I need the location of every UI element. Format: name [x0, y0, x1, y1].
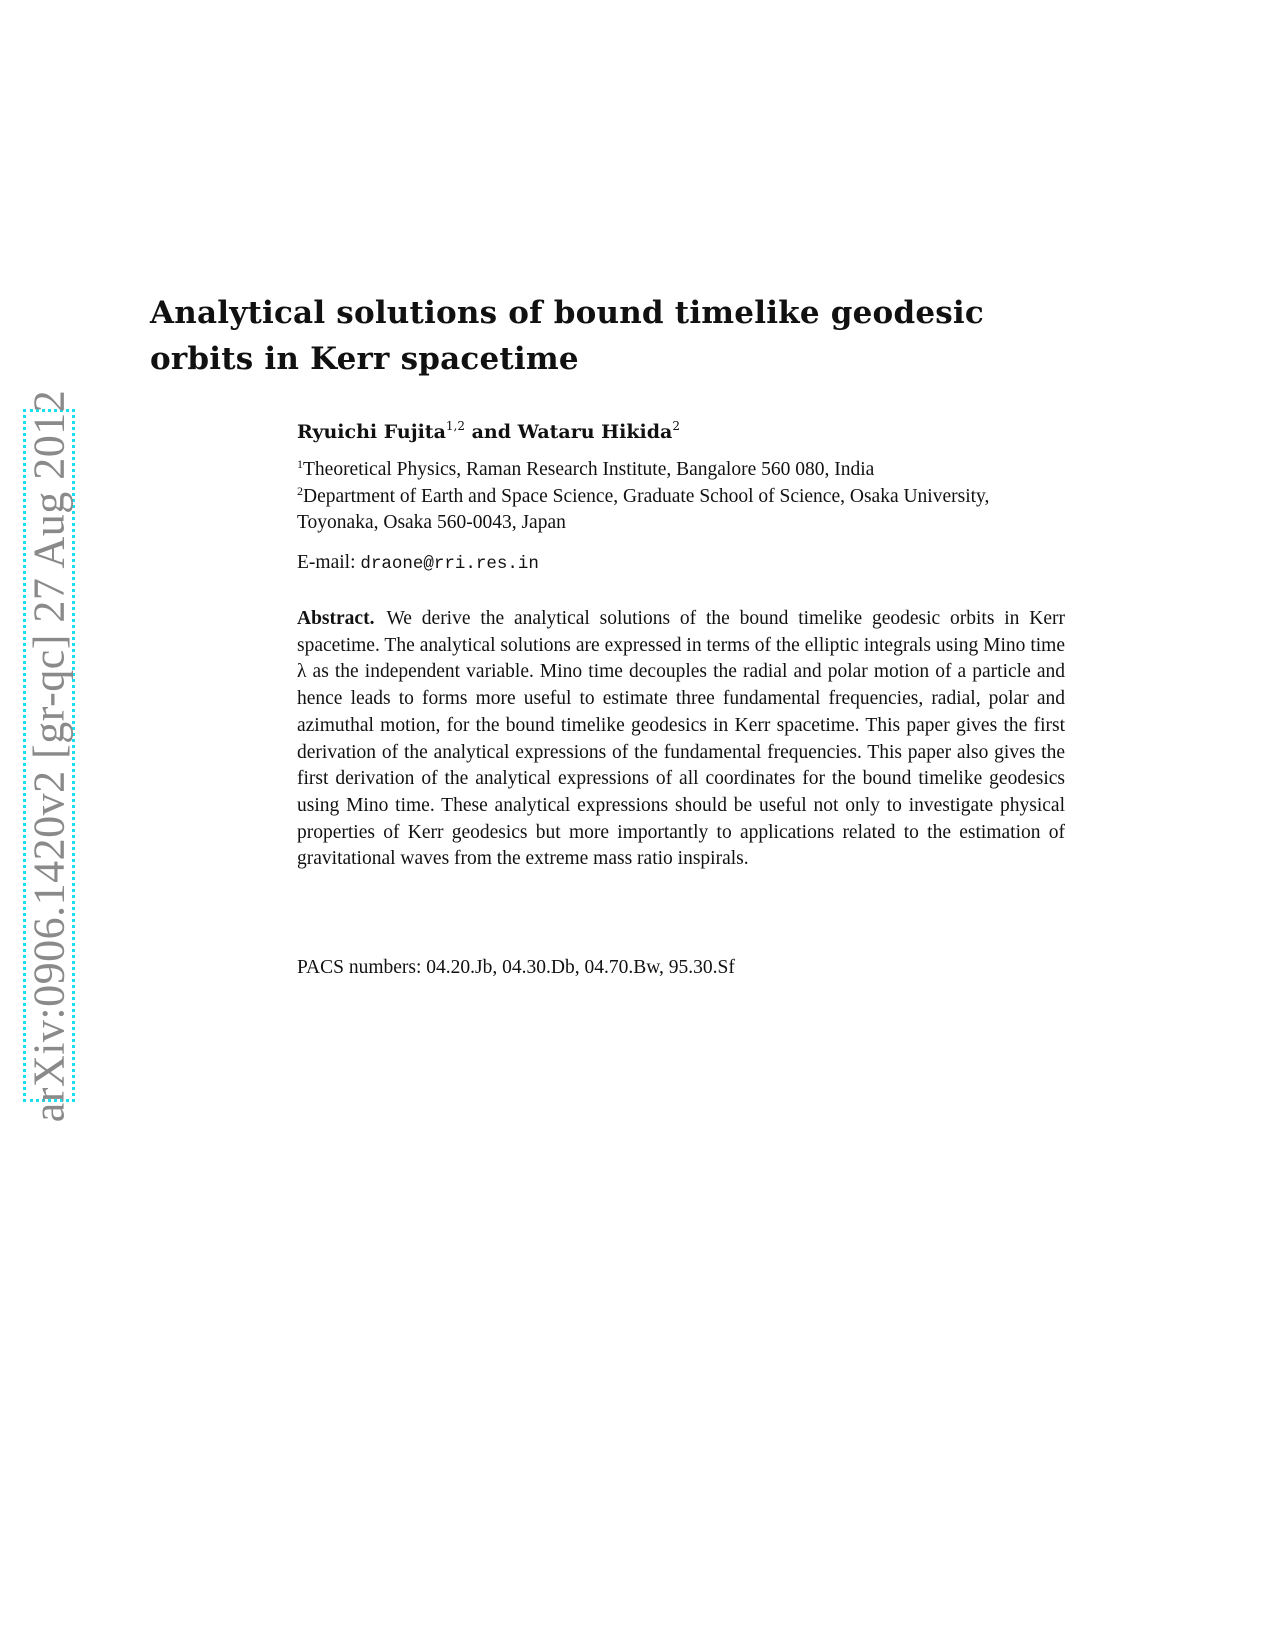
- paper-title: [150, 290, 984, 382]
- author-affiliation-mark: 1,2: [445, 419, 465, 433]
- affiliation-mark: 2: [297, 483, 303, 498]
- arxiv-sidebar-stamp: [23, 389, 75, 1122]
- author-name: Wataru Hikida: [517, 421, 673, 443]
- affiliation-text: Department of Earth and Space Science, Graduate School of Science, Osaka University, Toyonaka, Osaka 560-0043, Japan: [297, 485, 990, 533]
- affiliations: [297, 457, 1017, 537]
- email-address[interactable]: draone@rri.res.in: [360, 554, 539, 574]
- author-joiner: and: [465, 421, 518, 443]
- arxiv-identifier: arXiv:0906.1420v2 [gr-qc] 27 Aug 2012: [24, 389, 74, 1122]
- title-line-2: orbits in Kerr spacetime: [150, 341, 579, 377]
- abstract-label: Abstract.: [297, 608, 375, 629]
- title-line-1: Analytical solutions of bound timelike geodesic: [150, 295, 984, 331]
- author-affiliation-mark: 2: [672, 419, 680, 433]
- affiliation-1: [297, 457, 1017, 484]
- affiliation-text: Theoretical Physics, Raman Research Institute, Bangalore 560 080, India: [303, 459, 875, 480]
- author-name: Ryuichi Fujita: [297, 421, 446, 443]
- abstract-text: We derive the analytical solutions of the bound timelike geodesic orbits in Kerr spacetime. The analytical solutions are expressed in terms of the elliptic integrals using Mino time λ as the independent variable. Mino time decouples the radial and polar motion of a particle and hence leads to forms more useful to estimate three fundamental frequencies, radial, polar and azimuthal motion, for the bound timelike geodesics in Kerr spacetime. This paper gives the first derivation of the analytical expressions of the fundamental frequencies. This paper also gives the first derivation of the analytical expressions of all coordinates for the bound timelike geodesics using Mino time. These analytical expressions should be useful not only to investigate physical properties of Kerr geodesics but more importantly to applications related to the estimation of gravitational waves from the extreme mass ratio inspirals.: [297, 608, 1065, 870]
- affiliation-mark: 1: [297, 457, 303, 471]
- author-list: [297, 418, 680, 446]
- abstract: [297, 606, 1065, 873]
- contact-email: [297, 550, 539, 577]
- affiliation-2: [297, 484, 1017, 537]
- email-label: E-mail:: [297, 552, 361, 573]
- pacs-numbers: PACS numbers: 04.20.Jb, 04.30.Db, 04.70.Bw, 95.30.Sf: [297, 957, 735, 978]
